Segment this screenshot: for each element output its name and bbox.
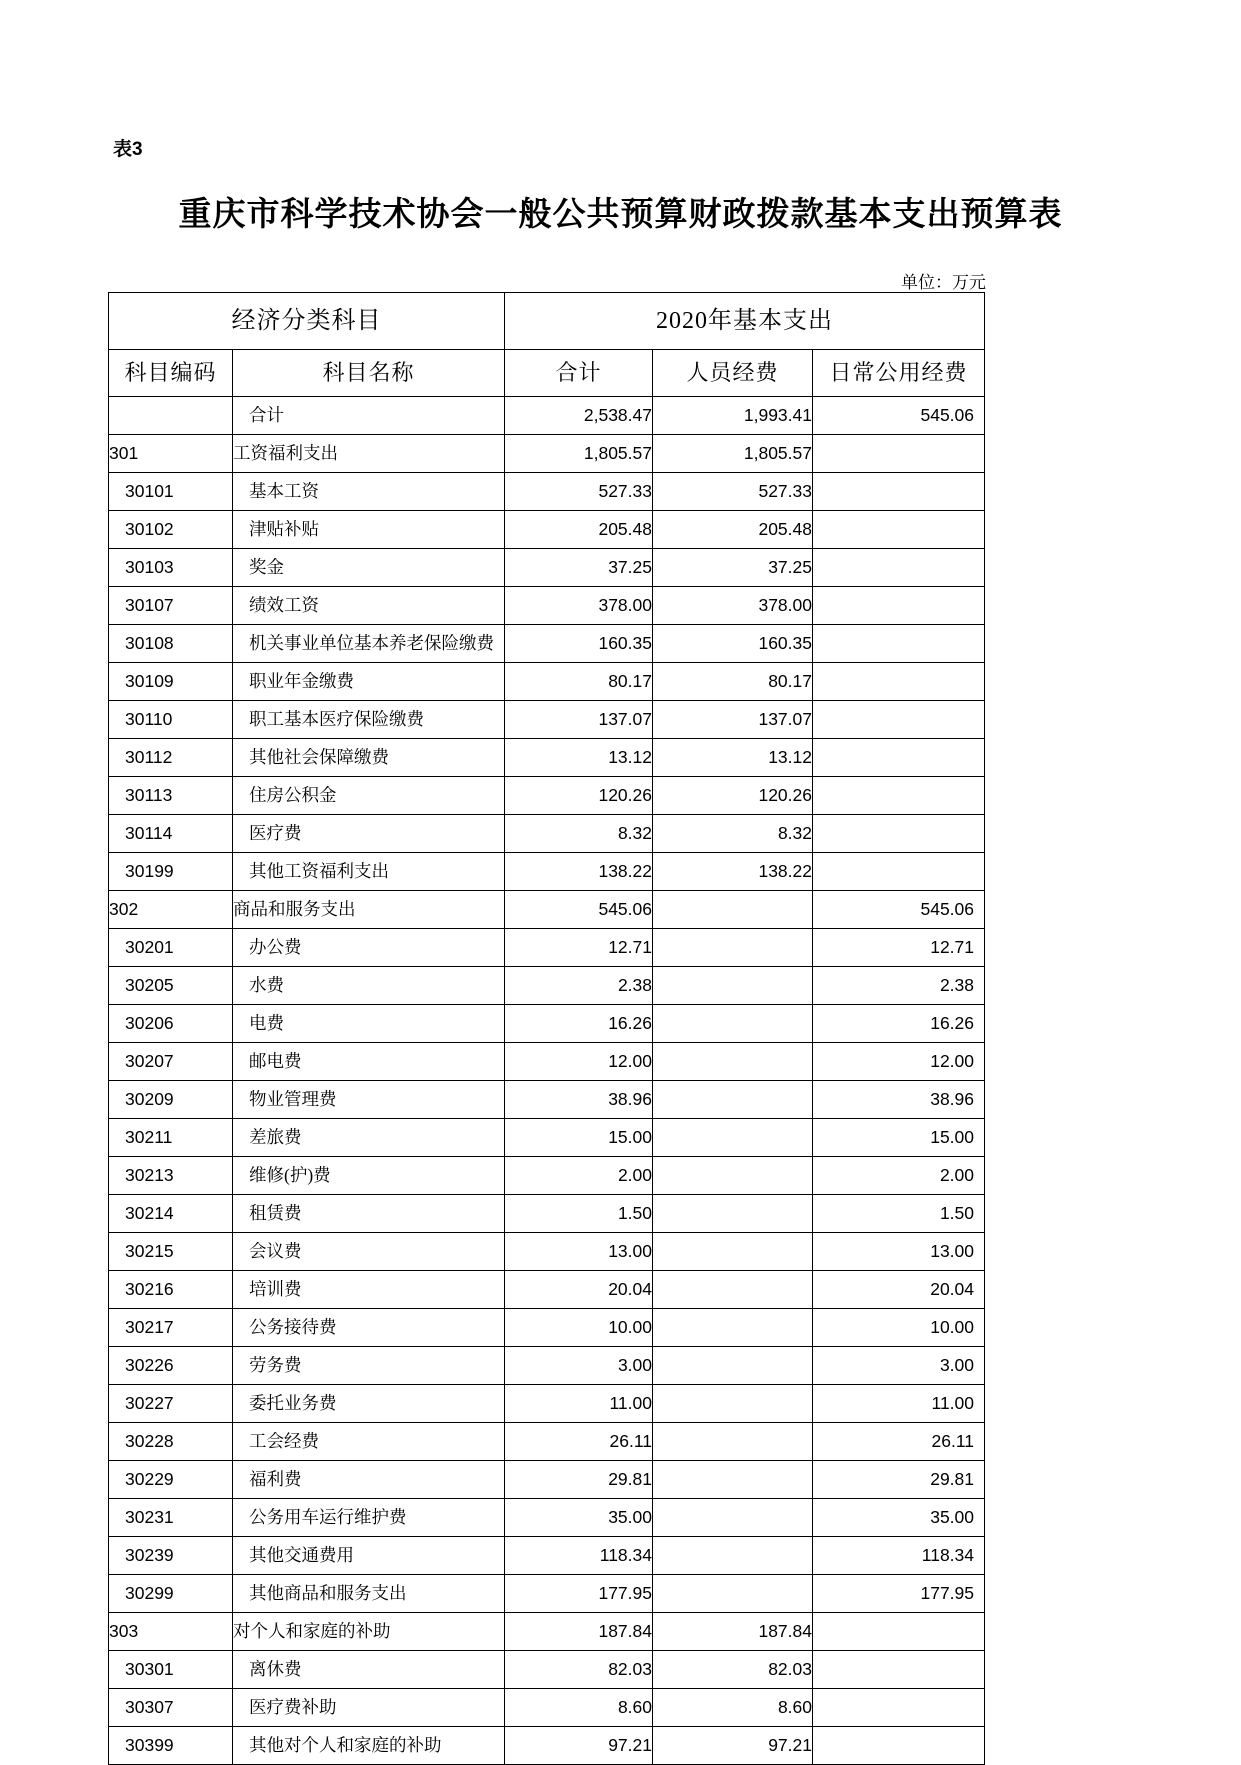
cell-personnel-expense (653, 1385, 813, 1423)
header-col-name: 科目名称 (233, 350, 505, 397)
table-row (109, 1537, 985, 1575)
cell-daily-public-expense (813, 1613, 985, 1651)
cell-personnel-expense (653, 1347, 813, 1385)
cell-subject-code: 30205 (109, 967, 233, 1005)
cell-daily-public-expense (813, 1727, 985, 1765)
cell-daily-public-expense: 11.00 (813, 1385, 985, 1423)
cell-total: 82.03 (505, 1651, 653, 1689)
cell-personnel-expense (653, 1537, 813, 1575)
table-row (109, 435, 985, 473)
cell-total: 2,538.47 (505, 397, 653, 435)
cell-subject-code: 30239 (109, 1537, 233, 1575)
cell-total: 8.60 (505, 1689, 653, 1727)
cell-subject-name: 公务用车运行维护费 (233, 1499, 505, 1537)
table-row (109, 1613, 985, 1651)
cell-subject-name: 机关事业单位基本养老保险缴费 (233, 625, 505, 663)
cell-daily-public-expense (813, 549, 985, 587)
cell-personnel-expense: 8.32 (653, 815, 813, 853)
table-row (109, 929, 985, 967)
cell-daily-public-expense (813, 1689, 985, 1727)
header-col-daily: 日常公用经费 (813, 350, 985, 397)
cell-total: 10.00 (505, 1309, 653, 1347)
table-row (109, 625, 985, 663)
cell-total: 120.26 (505, 777, 653, 815)
cell-daily-public-expense: 16.26 (813, 1005, 985, 1043)
cell-personnel-expense (653, 1309, 813, 1347)
cell-total: 26.11 (505, 1423, 653, 1461)
cell-total: 545.06 (505, 891, 653, 929)
table-row (109, 1423, 985, 1461)
cell-daily-public-expense: 2.00 (813, 1157, 985, 1195)
cell-total: 527.33 (505, 473, 653, 511)
table-row (109, 663, 985, 701)
budget-table-wrapper (108, 292, 984, 1765)
cell-personnel-expense (653, 1005, 813, 1043)
cell-subject-name: 培训费 (233, 1271, 505, 1309)
cell-personnel-expense: 120.26 (653, 777, 813, 815)
cell-subject-name: 电费 (233, 1005, 505, 1043)
table-row (109, 1043, 985, 1081)
cell-personnel-expense: 80.17 (653, 663, 813, 701)
cell-subject-name: 绩效工资 (233, 587, 505, 625)
cell-personnel-expense (653, 891, 813, 929)
table-row (109, 1727, 985, 1765)
table-row (109, 853, 985, 891)
cell-subject-code: 301 (109, 435, 233, 473)
table-row (109, 511, 985, 549)
cell-subject-code: 30216 (109, 1271, 233, 1309)
cell-personnel-expense (653, 967, 813, 1005)
cell-subject-code: 30109 (109, 663, 233, 701)
cell-daily-public-expense (813, 701, 985, 739)
cell-subject-code: 30399 (109, 1727, 233, 1765)
cell-personnel-expense (653, 1081, 813, 1119)
cell-subject-code: 30110 (109, 701, 233, 739)
cell-subject-name: 对个人和家庭的补助 (233, 1613, 505, 1651)
cell-daily-public-expense (813, 777, 985, 815)
cell-subject-code: 30206 (109, 1005, 233, 1043)
table-row (109, 967, 985, 1005)
cell-daily-public-expense: 177.95 (813, 1575, 985, 1613)
table-row (109, 1385, 985, 1423)
page-title: 重庆市科学技术协会一般公共预算财政拨款基本支出预算表 (178, 197, 1063, 233)
cell-subject-name: 劳务费 (233, 1347, 505, 1385)
table-row (109, 1499, 985, 1537)
header-col-person: 人员经费 (653, 350, 813, 397)
table-row (109, 1081, 985, 1119)
cell-subject-code: 30112 (109, 739, 233, 777)
cell-total: 2.00 (505, 1157, 653, 1195)
table-row (109, 1461, 985, 1499)
cell-subject-code: 30108 (109, 625, 233, 663)
cell-subject-code (109, 397, 233, 435)
cell-daily-public-expense (813, 511, 985, 549)
cell-daily-public-expense: 1.50 (813, 1195, 985, 1233)
cell-daily-public-expense (813, 473, 985, 511)
cell-total: 8.32 (505, 815, 653, 853)
cell-daily-public-expense (813, 739, 985, 777)
cell-subject-name: 会议费 (233, 1233, 505, 1271)
cell-subject-name: 委托业务费 (233, 1385, 505, 1423)
cell-subject-code: 303 (109, 1613, 233, 1651)
cell-total: 37.25 (505, 549, 653, 587)
table-body (109, 397, 985, 1765)
cell-daily-public-expense: 118.34 (813, 1537, 985, 1575)
cell-subject-code: 30213 (109, 1157, 233, 1195)
cell-personnel-expense: 160.35 (653, 625, 813, 663)
cell-subject-code: 30227 (109, 1385, 233, 1423)
cell-subject-name: 基本工资 (233, 473, 505, 511)
cell-subject-code: 30201 (109, 929, 233, 967)
cell-subject-code: 30209 (109, 1081, 233, 1119)
cell-subject-code: 30231 (109, 1499, 233, 1537)
cell-subject-name: 工资福利支出 (233, 435, 505, 473)
cell-total: 13.12 (505, 739, 653, 777)
cell-total: 38.96 (505, 1081, 653, 1119)
cell-subject-name: 其他工资福利支出 (233, 853, 505, 891)
cell-personnel-expense: 1,805.57 (653, 435, 813, 473)
table-row (109, 1233, 985, 1271)
header-col-total: 合计 (505, 350, 653, 397)
table-row (109, 815, 985, 853)
cell-daily-public-expense: 26.11 (813, 1423, 985, 1461)
cell-total: 12.00 (505, 1043, 653, 1081)
cell-subject-code: 30299 (109, 1575, 233, 1613)
cell-personnel-expense: 13.12 (653, 739, 813, 777)
table-row (109, 1689, 985, 1727)
cell-daily-public-expense: 15.00 (813, 1119, 985, 1157)
cell-subject-name: 其他商品和服务支出 (233, 1575, 505, 1613)
cell-subject-name: 其他对个人和家庭的补助 (233, 1727, 505, 1765)
cell-subject-name: 离休费 (233, 1651, 505, 1689)
cell-personnel-expense (653, 1119, 813, 1157)
cell-total: 13.00 (505, 1233, 653, 1271)
cell-total: 12.71 (505, 929, 653, 967)
cell-subject-name: 津贴补贴 (233, 511, 505, 549)
cell-subject-name: 维修(护)费 (233, 1157, 505, 1195)
cell-subject-name: 合计 (233, 397, 505, 435)
cell-total: 20.04 (505, 1271, 653, 1309)
cell-daily-public-expense (813, 815, 985, 853)
cell-subject-name: 物业管理费 (233, 1081, 505, 1119)
cell-daily-public-expense (813, 663, 985, 701)
cell-personnel-expense: 8.60 (653, 1689, 813, 1727)
cell-daily-public-expense (813, 1651, 985, 1689)
table-row (109, 701, 985, 739)
cell-subject-code: 30199 (109, 853, 233, 891)
cell-subject-name: 租赁费 (233, 1195, 505, 1233)
cell-subject-code: 30215 (109, 1233, 233, 1271)
cell-daily-public-expense (813, 587, 985, 625)
cell-total: 11.00 (505, 1385, 653, 1423)
table-row (109, 1195, 985, 1233)
table-row (109, 1651, 985, 1689)
cell-total: 177.95 (505, 1575, 653, 1613)
header-col-code: 科目编码 (109, 350, 233, 397)
cell-total: 205.48 (505, 511, 653, 549)
cell-subject-name: 福利费 (233, 1461, 505, 1499)
cell-total: 1.50 (505, 1195, 653, 1233)
cell-daily-public-expense: 38.96 (813, 1081, 985, 1119)
cell-subject-name: 奖金 (233, 549, 505, 587)
table-row (109, 1575, 985, 1613)
table-row (109, 1271, 985, 1309)
table-row (109, 397, 985, 435)
cell-personnel-expense (653, 1461, 813, 1499)
cell-personnel-expense (653, 1499, 813, 1537)
cell-daily-public-expense (813, 435, 985, 473)
cell-personnel-expense: 187.84 (653, 1613, 813, 1651)
cell-personnel-expense: 37.25 (653, 549, 813, 587)
cell-subject-code: 30307 (109, 1689, 233, 1727)
cell-subject-code: 30211 (109, 1119, 233, 1157)
cell-subject-code: 30207 (109, 1043, 233, 1081)
cell-subject-name: 住房公积金 (233, 777, 505, 815)
cell-personnel-expense (653, 1157, 813, 1195)
cell-daily-public-expense: 545.06 (813, 397, 985, 435)
cell-personnel-expense: 205.48 (653, 511, 813, 549)
cell-total: 15.00 (505, 1119, 653, 1157)
cell-daily-public-expense: 13.00 (813, 1233, 985, 1271)
cell-subject-name: 公务接待费 (233, 1309, 505, 1347)
cell-personnel-expense: 97.21 (653, 1727, 813, 1765)
cell-daily-public-expense: 20.04 (813, 1271, 985, 1309)
cell-subject-name: 差旅费 (233, 1119, 505, 1157)
cell-total: 187.84 (505, 1613, 653, 1651)
cell-personnel-expense (653, 1271, 813, 1309)
cell-subject-code: 30101 (109, 473, 233, 511)
table-row (109, 1309, 985, 1347)
table-row (109, 587, 985, 625)
cell-total: 1,805.57 (505, 435, 653, 473)
budget-table (108, 292, 985, 1765)
cell-subject-code: 30102 (109, 511, 233, 549)
table-row (109, 891, 985, 929)
header-group-economic-category: 经济分类科目 (109, 293, 505, 350)
header-group-basic-expenditure: 2020年基本支出 (505, 293, 985, 350)
table-row (109, 549, 985, 587)
cell-personnel-expense: 378.00 (653, 587, 813, 625)
cell-personnel-expense: 138.22 (653, 853, 813, 891)
cell-total: 2.38 (505, 967, 653, 1005)
cell-subject-name: 水费 (233, 967, 505, 1005)
table-row (109, 1347, 985, 1385)
cell-personnel-expense (653, 1575, 813, 1613)
cell-subject-name: 职业年金缴费 (233, 663, 505, 701)
cell-personnel-expense: 527.33 (653, 473, 813, 511)
cell-daily-public-expense: 12.71 (813, 929, 985, 967)
cell-total: 138.22 (505, 853, 653, 891)
cell-daily-public-expense (813, 625, 985, 663)
cell-total: 137.07 (505, 701, 653, 739)
cell-subject-name: 职工基本医疗保险缴费 (233, 701, 505, 739)
cell-personnel-expense (653, 1423, 813, 1461)
cell-personnel-expense (653, 1043, 813, 1081)
cell-subject-code: 30113 (109, 777, 233, 815)
cell-total: 3.00 (505, 1347, 653, 1385)
cell-subject-code: 30229 (109, 1461, 233, 1499)
cell-total: 29.81 (505, 1461, 653, 1499)
cell-subject-code: 30226 (109, 1347, 233, 1385)
cell-personnel-expense: 137.07 (653, 701, 813, 739)
cell-total: 35.00 (505, 1499, 653, 1537)
cell-subject-code: 30107 (109, 587, 233, 625)
cell-total: 16.26 (505, 1005, 653, 1043)
cell-subject-name: 其他交通费用 (233, 1537, 505, 1575)
cell-subject-name: 邮电费 (233, 1043, 505, 1081)
table-header (109, 293, 985, 397)
table-header-group-row (109, 293, 985, 350)
cell-subject-name: 其他社会保障缴费 (233, 739, 505, 777)
cell-subject-name: 医疗费补助 (233, 1689, 505, 1727)
cell-subject-name: 办公费 (233, 929, 505, 967)
cell-subject-code: 30228 (109, 1423, 233, 1461)
cell-daily-public-expense: 29.81 (813, 1461, 985, 1499)
sheet-label: 表3 (113, 139, 143, 160)
cell-daily-public-expense: 2.38 (813, 967, 985, 1005)
table-row (109, 1005, 985, 1043)
cell-subject-name: 医疗费 (233, 815, 505, 853)
cell-subject-code: 30103 (109, 549, 233, 587)
cell-daily-public-expense (813, 853, 985, 891)
cell-daily-public-expense: 545.06 (813, 891, 985, 929)
cell-daily-public-expense: 10.00 (813, 1309, 985, 1347)
cell-total: 80.17 (505, 663, 653, 701)
cell-daily-public-expense: 12.00 (813, 1043, 985, 1081)
unit-note: 单位：万元 (901, 273, 986, 292)
cell-total: 160.35 (505, 625, 653, 663)
cell-personnel-expense (653, 1233, 813, 1271)
table-row (109, 473, 985, 511)
cell-subject-code: 30301 (109, 1651, 233, 1689)
cell-total: 378.00 (505, 587, 653, 625)
cell-personnel-expense (653, 1195, 813, 1233)
cell-personnel-expense (653, 929, 813, 967)
table-header-column-row (109, 350, 985, 397)
cell-daily-public-expense: 3.00 (813, 1347, 985, 1385)
cell-total: 118.34 (505, 1537, 653, 1575)
table-row (109, 739, 985, 777)
cell-subject-code: 30114 (109, 815, 233, 853)
cell-subject-code: 302 (109, 891, 233, 929)
cell-personnel-expense: 82.03 (653, 1651, 813, 1689)
cell-subject-name: 商品和服务支出 (233, 891, 505, 929)
cell-subject-name: 工会经费 (233, 1423, 505, 1461)
table-row (109, 1119, 985, 1157)
cell-personnel-expense: 1,993.41 (653, 397, 813, 435)
cell-total: 97.21 (505, 1727, 653, 1765)
cell-subject-code: 30217 (109, 1309, 233, 1347)
table-row (109, 1157, 985, 1195)
table-row (109, 777, 985, 815)
cell-subject-code: 30214 (109, 1195, 233, 1233)
cell-daily-public-expense: 35.00 (813, 1499, 985, 1537)
